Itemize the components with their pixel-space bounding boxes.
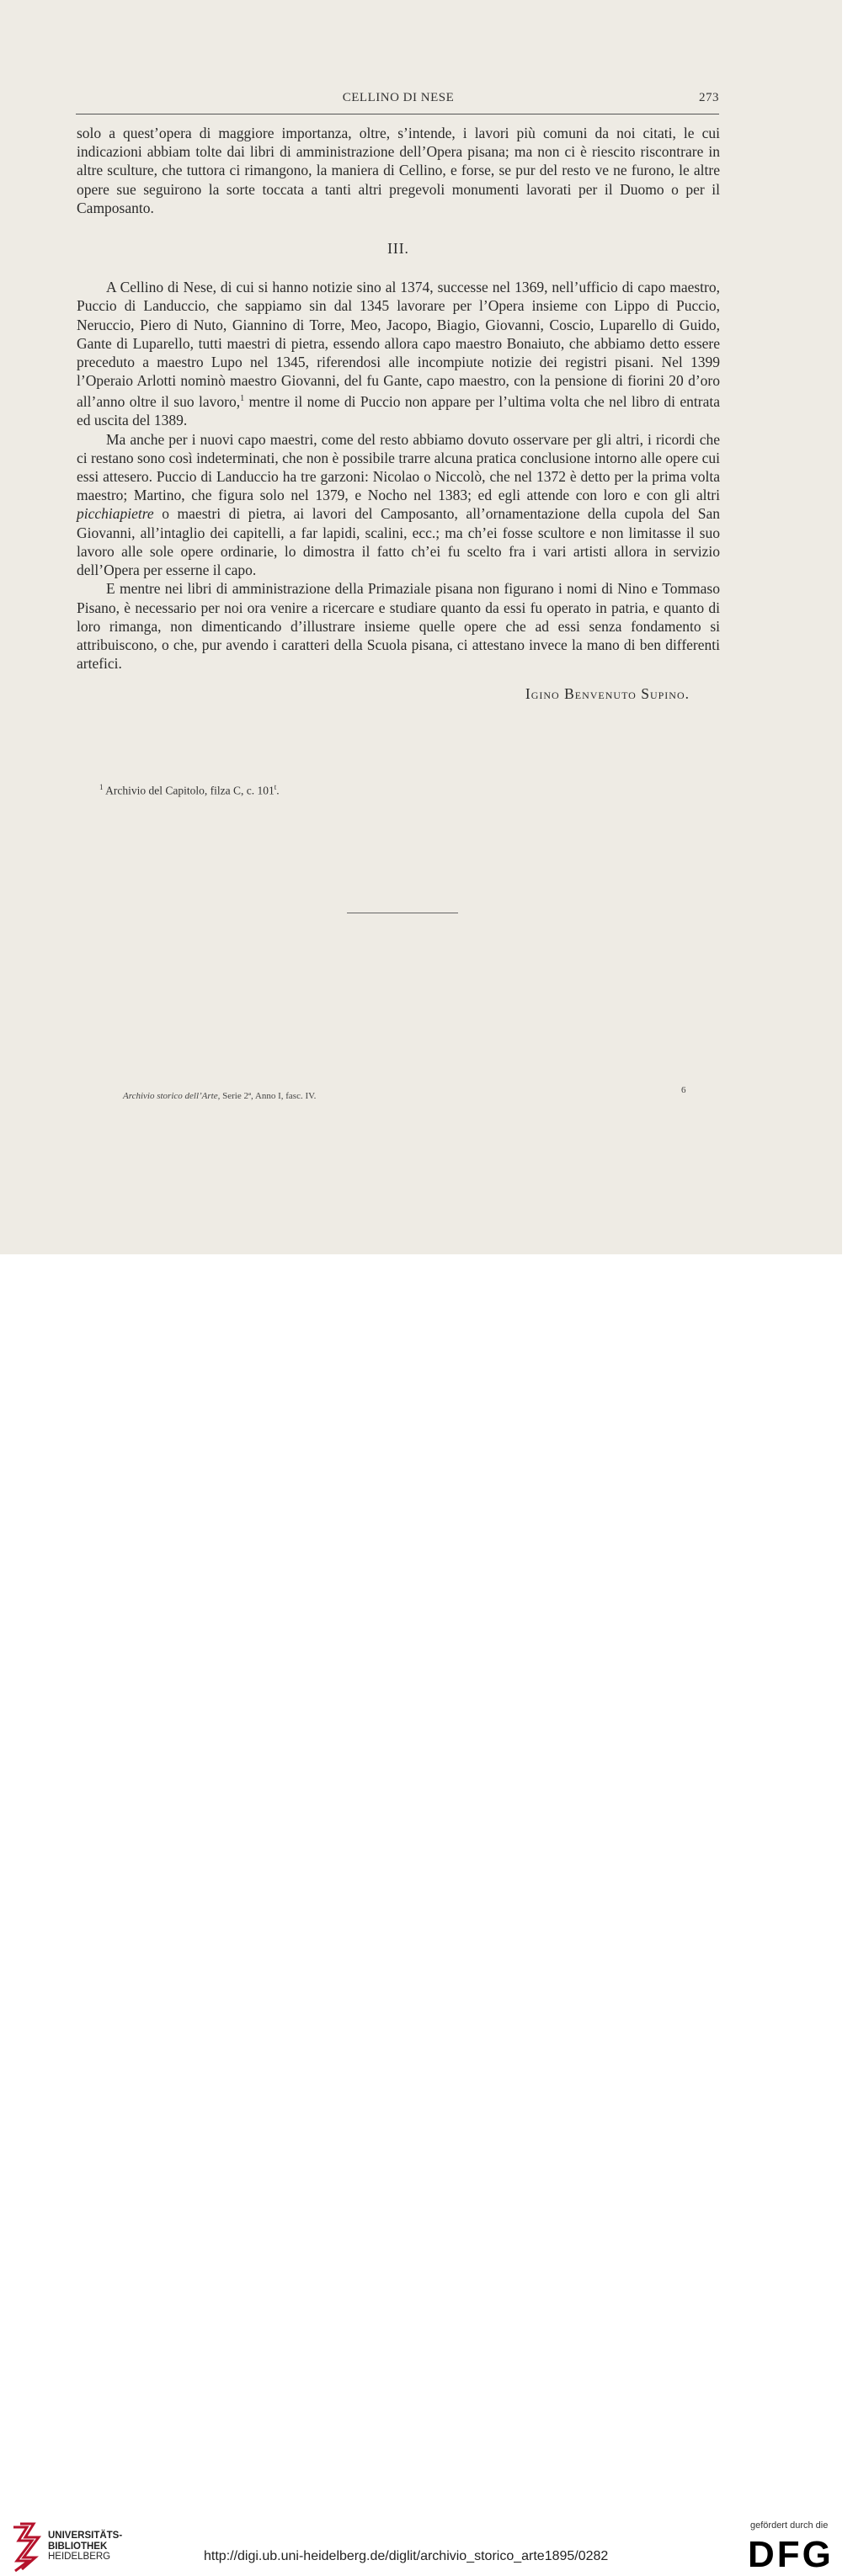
paragraph-2-italic-term: picchiapietre <box>77 505 154 523</box>
running-head-title: CELLINO DI NESE <box>342 91 455 104</box>
article-body <box>77 124 720 704</box>
scanned-page <box>0 0 842 1254</box>
section-heading: III. <box>387 240 409 258</box>
journal-title: Archivio storico dell’Arte, <box>123 1091 221 1101</box>
funding-note: gefördert durch die <box>750 2520 829 2531</box>
journal-details: Serie 2ª, Anno I, fasc. IV. <box>220 1091 317 1101</box>
paragraph-2-part-a: Ma anche per i nuovi capo maestri, come del resto abbiamo dovuto osservare per gli altri, i ricordi che ci restano sono così indeterminati, che non è possibile trarre alcuna pratica conclusione intorno alle opere cui essi attesero. Puccio di Landuccio ha tre garzoni: Nicolao o Niccolò, che nel 1372 è detto per la prima volta maestro; Martino, che figura solo nel 1379, e Nocho nel 1383; ed egli attende con loro e con gli altri <box>77 430 720 504</box>
signature-mark: 6 <box>681 1085 686 1095</box>
scan-footer <box>0 1254 853 2575</box>
paragraph-2-part-b: o maestri di pietra, ai lavori del Camposanto, all’ornamentazione della cupola del San Giovanni, all’intaglio dei capitelli, a far lapidi, scalini, ecc.; ma ch’ei fosse scultore e non limitasse il suo lavoro alle sole opere ordinarie, lo dimostra il fatto ch’ei fu scelto fra i vari artisti allora in servizio dell’Opera per esserne il capo. <box>77 505 720 579</box>
author-signature: Igino Benvenuto Supino. <box>525 685 690 703</box>
dfg-logo: DFG <box>748 2534 834 2575</box>
paragraph-3: E mentre nei libri di amministrazione della Primaziale pisana non figurano i nomi di Nino e Tommaso Pisano, è necessario per noi ora venire a ricercare e studiare quanto da essi fu operato in patria, e quanto di loro rimanga, non dimenticando d’illustrare insieme quelle opere che ad essi senza fondamento si attribuiscono, o che, pur avendo i caratteri della Scuola pisana, ci attestano invece la mano di ben differenti artefici. <box>77 580 720 673</box>
intro-paragraph: solo a quest’opera di maggiore importanza, oltre, s’intende, i lavori più comuni da noi citati, le cui indicazioni abbiam tolte dai libri di amministrazione dell’Opera pisana; ma non ci è riescito riscontrare in altre sculture, che tuttora ci rimangono, la maniera di Cellino, e forse, se pur del resto ve ne furono, le altre opere sue seguirono la sorte toccata a tanti altri pregevoli monumenti lavorati per il Duomo o per il Camposanto. <box>77 125 720 216</box>
paragraph-1-part-b: mentre il nome di Puccio non appare per l’ultima volta che nel libro di entrata ed uscita del 1389. <box>77 393 721 429</box>
paragraph-2 <box>77 430 720 580</box>
footnote-superscript: t <box>274 783 277 791</box>
paragraph-1-part-a: A Cellino di Nese, di cui si hanno notizie sino al 1374, successe nel 1369, nell’ufficio di capo maestro, Puccio di Landuccio, che sappiamo sin dal 1345 lavorare per l’Opera insieme con Lippo di Puccio, Neruccio, Piero di Nuto, Giannino di Torre, Meo, Jacopo, Biagio, Giovanni, Coscio, Luparello di Guido, Gante di Luparello, tutti maestri di pietra, essendo allora capo maestro Bonaiuto, che abbiamo detto essere preceduto a maestro Lupo nel 1345, riferendosi alle incompiute notizie dei registri pisani. Nel 1399 l’Operaio Arlotti nominò maestro Giovanni, del fu Gante, capo maestro, con la pensione di fiorini 20 d’oro all’anno oltre il suo lavoro, <box>77 279 720 411</box>
footnote-reference: 1 <box>240 394 245 404</box>
running-head <box>77 91 719 109</box>
paragraph-1 <box>77 278 720 429</box>
permalink[interactable]: http://digi.ub.uni-heidelberg.de/diglit/archivio_storico_arte1895/0282 <box>204 2549 609 2563</box>
page-number: 273 <box>699 91 719 104</box>
footnote-end: . <box>276 784 280 797</box>
journal-imprint <box>123 1091 316 1101</box>
footnote-text: Archivio del Capitolo, filza C, c. 101 <box>105 784 275 797</box>
library-logo-icon <box>8 2522 42 2574</box>
library-name <box>48 2531 122 2563</box>
footnote <box>99 783 280 798</box>
footnote-marker: 1 <box>99 783 104 791</box>
library-name-line1: UNIVERSITÄTS- <box>48 2531 123 2541</box>
library-name-line3: HEIDELBERG <box>48 2552 111 2562</box>
library-name-line2: BIBLIOTHEK <box>48 2541 108 2552</box>
